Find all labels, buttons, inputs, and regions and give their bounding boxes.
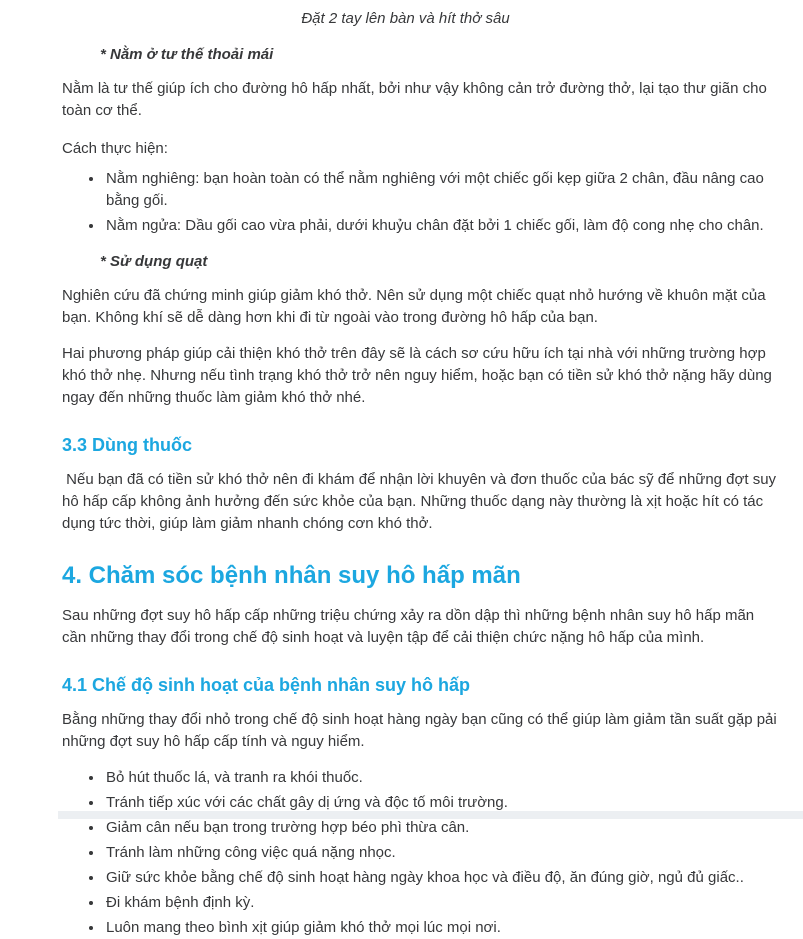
list-intro-how-to: Cách thực hiện: <box>62 140 168 157</box>
image-caption: Đặt 2 tay lên bàn và hít thở sâu <box>301 10 510 27</box>
paragraph-two-methods-summary: Hai phương pháp giúp cải thiện khó thở trên đây sẽ là cách sơ cứu hữu ích tại nhà với những trường hợp khó thở nhẹ. Nhưng nếu tình trạng khó thở trở nên nguy hiểm, hoặc bạn có tiền sử khó thở nặng hãy dùng ngay đến những thuốc làm giảm khó thở nhé. <box>62 345 772 406</box>
next-element-cutoff-bar <box>58 811 803 819</box>
list-item: • Nằm nghiêng: bạn hoàn toàn có thể nằm nghiêng với một chiếc gối kẹp giữa 2 chân, đầu nâng cao bằng gối. <box>104 168 779 212</box>
list-item: • Bỏ hút thuốc lá, và tranh ra khói thuốc. <box>104 767 779 789</box>
paragraph-lying-benefits: Nằm là tư thế giúp ích cho đường hô hấp nhất, bởi như vậy không cản trở đường thở, lại tạo thư giãn cho toàn cơ thể. <box>62 80 767 119</box>
list-item: • Đi khám bệnh định kỳ. <box>104 892 779 914</box>
list-item: • Tránh tiếp xúc với các chất gây dị ứng và độc tố môi trường. <box>104 792 779 814</box>
heading-4-1-lifestyle: 4.1 Chế độ sinh hoạt của bệnh nhân suy hô hấp <box>62 675 471 695</box>
list-item: • Tránh làm những công việc quá nặng nhọc. <box>104 842 779 864</box>
heading-3-3-medication: 3.3 Dùng thuốc <box>62 435 192 455</box>
paragraph-fan-research: Nghiên cứu đã chứng minh giúp giảm khó thở. Nên sử dụng một chiếc quạt nhỏ hướng về khuôn mặt của bạn. Không khí sẽ dễ dàng hơn khi đi từ ngoài vào trong đường hô hấp của bạn. <box>62 287 766 326</box>
lifestyle-tips-list <box>62 767 779 939</box>
subheading-use-fan: * Sử dụng quạt <box>100 253 208 270</box>
list-item: • Luôn mang theo bình xịt giúp giảm khó thở mọi lúc mọi nơi. <box>104 917 779 939</box>
subheading-lying-position: * Nằm ở tư thế thoải mái <box>100 46 274 63</box>
heading-4-chronic-care: 4. Chăm sóc bệnh nhân suy hô hấp mãn <box>62 562 521 589</box>
paragraph-medication-advice: Nếu bạn đã có tiền sử khó thở nên đi khám để nhận lời khuyên và đơn thuốc của bác sỹ để những đợt suy hô hấp cấp không ảnh hưởng đến sức khỏe của bạn. Những thuốc dạng này thường là xịt hoặc hít có tác dụng tức thời, giúp làm giảm nhanh chóng cơn khó thở. <box>62 471 781 532</box>
list-item: • Giữ sức khỏe bằng chế độ sinh hoạt hàng ngày khoa học và điều độ, ăn đúng giờ, ngủ đủ giấc.. <box>104 867 779 889</box>
paragraph-lifestyle-intro: Bằng những thay đổi nhỏ trong chế độ sinh hoạt hàng ngày bạn cũng có thể giúp làm giảm tần suất gặp pải những đợt suy hô hấp cấp tính và nguy hiểm. <box>62 711 777 750</box>
list-item: • Giảm cân nếu bạn trong trường hợp béo phì thừa cân. <box>104 817 779 839</box>
lying-methods-list <box>62 168 779 237</box>
paragraph-chronic-care-intro: Sau những đợt suy hô hấp cấp những triệu chứng xảy ra dồn dập thì những bệnh nhân suy hô hấp mãn cần những thay đổi trong chế độ sinh hoạt và luyện tập để cải thiện chức nặng hô hấp của mình. <box>62 607 755 646</box>
list-item: • Nằm ngửa: Dầu gối cao vừa phải, dưới khuỷu chân đặt bởi 1 chiếc gối, làm độ cong nhẹ cho chân. <box>104 215 779 237</box>
